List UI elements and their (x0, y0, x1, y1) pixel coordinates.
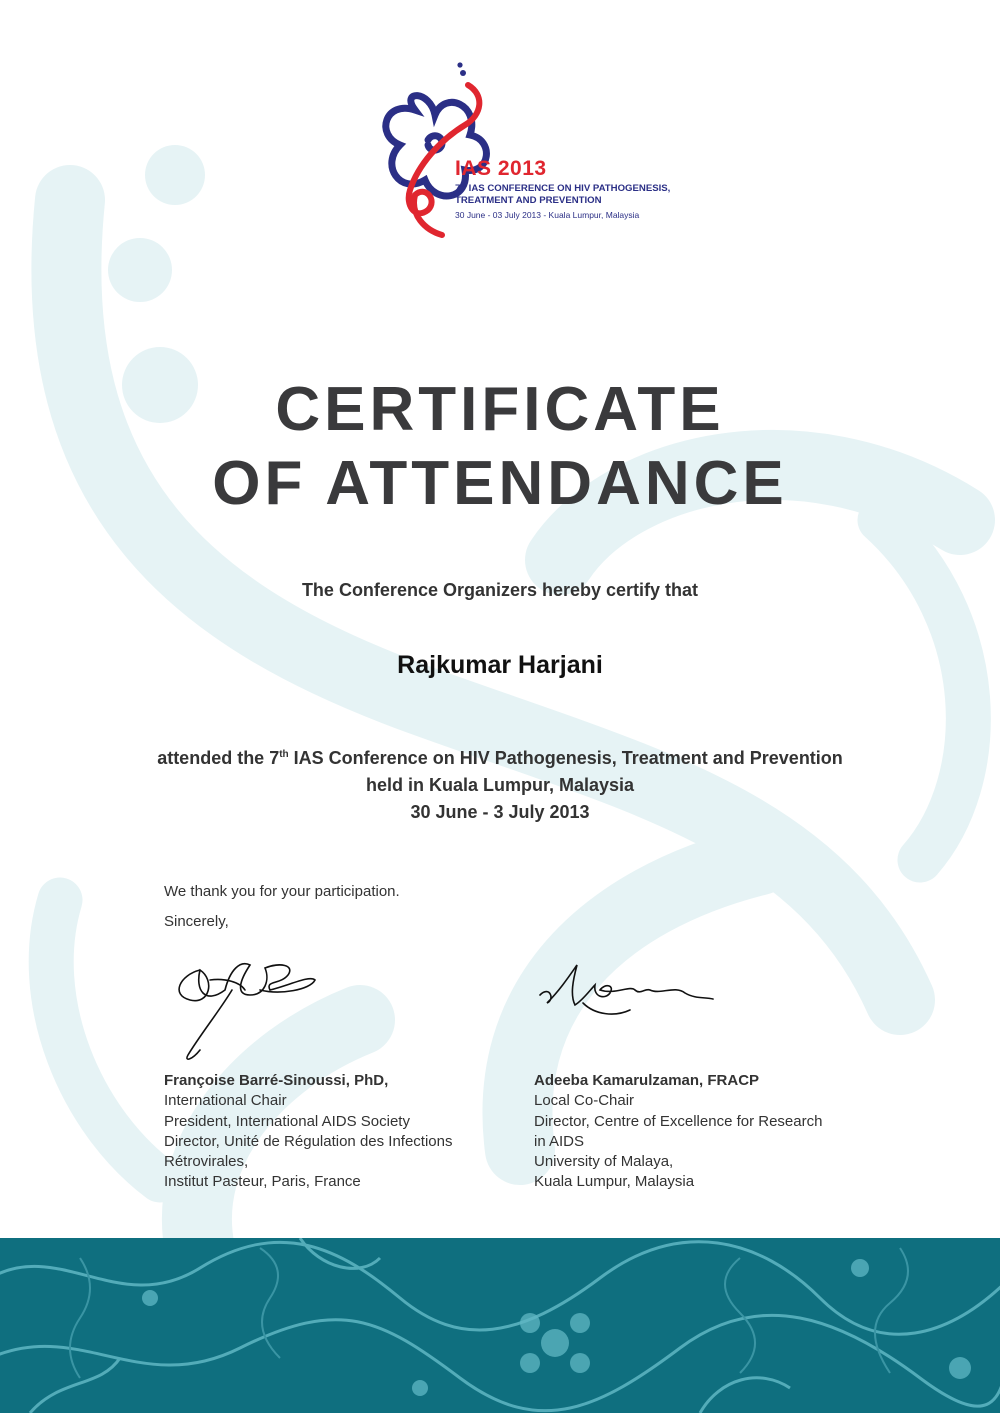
event-dates: 30 June - 3 July 2013 (410, 802, 590, 822)
logo-conference-line: 7th IAS CONFERENCE ON HIV PATHOGENESIS, (455, 183, 671, 195)
signer-left-line: President, International AIDS Society (164, 1112, 410, 1130)
signer-left-line: International Chair (164, 1092, 287, 1110)
batik-pattern (0, 1238, 1000, 1413)
decorative-batik-band (0, 1238, 1000, 1413)
signer-right-line: Director, Centre of Excellence for Research (534, 1112, 823, 1130)
signer-left-name: Françoise Barré-Sinoussi, PhD, (164, 1072, 389, 1089)
closing-text: Sincerely, (164, 913, 229, 930)
certify-statement: The Conference Organizers hereby certify that (301, 580, 699, 600)
signature-right (535, 955, 720, 1025)
signer-right-line: Local Co-Chair (534, 1092, 635, 1110)
signer-left-block (164, 1071, 453, 1193)
signer-right-name: Adeeba Kamarulzaman, FRACP (534, 1072, 760, 1089)
attended-statement: attended the 7th IAS Conference on HIV Pathogenesis, Treatment and Prevention (157, 748, 843, 768)
signer-left-line: Institut Pasteur, Paris, France (164, 1173, 361, 1191)
signer-right-line: Kuala Lumpur, Malaysia (534, 1173, 695, 1191)
certificate-title-line2: OF ATTENDANCE (212, 449, 788, 518)
signer-left-line: Rétrovirales, (164, 1153, 249, 1171)
signer-right-block (534, 1071, 822, 1193)
certificate-title-line1: CERTIFICATE (275, 375, 725, 444)
signer-right-line: University of Malaya, (534, 1153, 674, 1171)
logo-title: IAS 2013 (455, 157, 547, 180)
logo-dates: 30 June - 03 July 2013 - Kuala Lumpur, Malaysia (455, 210, 640, 220)
signer-right-line: in AIDS (534, 1132, 585, 1150)
signer-left-line: Director, Unité de Régulation des Infections (164, 1132, 453, 1150)
venue-statement: held in Kuala Lumpur, Malaysia (365, 775, 635, 795)
thanks-text: We thank you for your participation. (164, 883, 400, 900)
recipient-name: Rajkumar Harjani (397, 651, 603, 679)
signature-left (170, 950, 330, 1070)
logo-subtitle-line: TREATMENT AND PREVENTION (455, 195, 602, 206)
